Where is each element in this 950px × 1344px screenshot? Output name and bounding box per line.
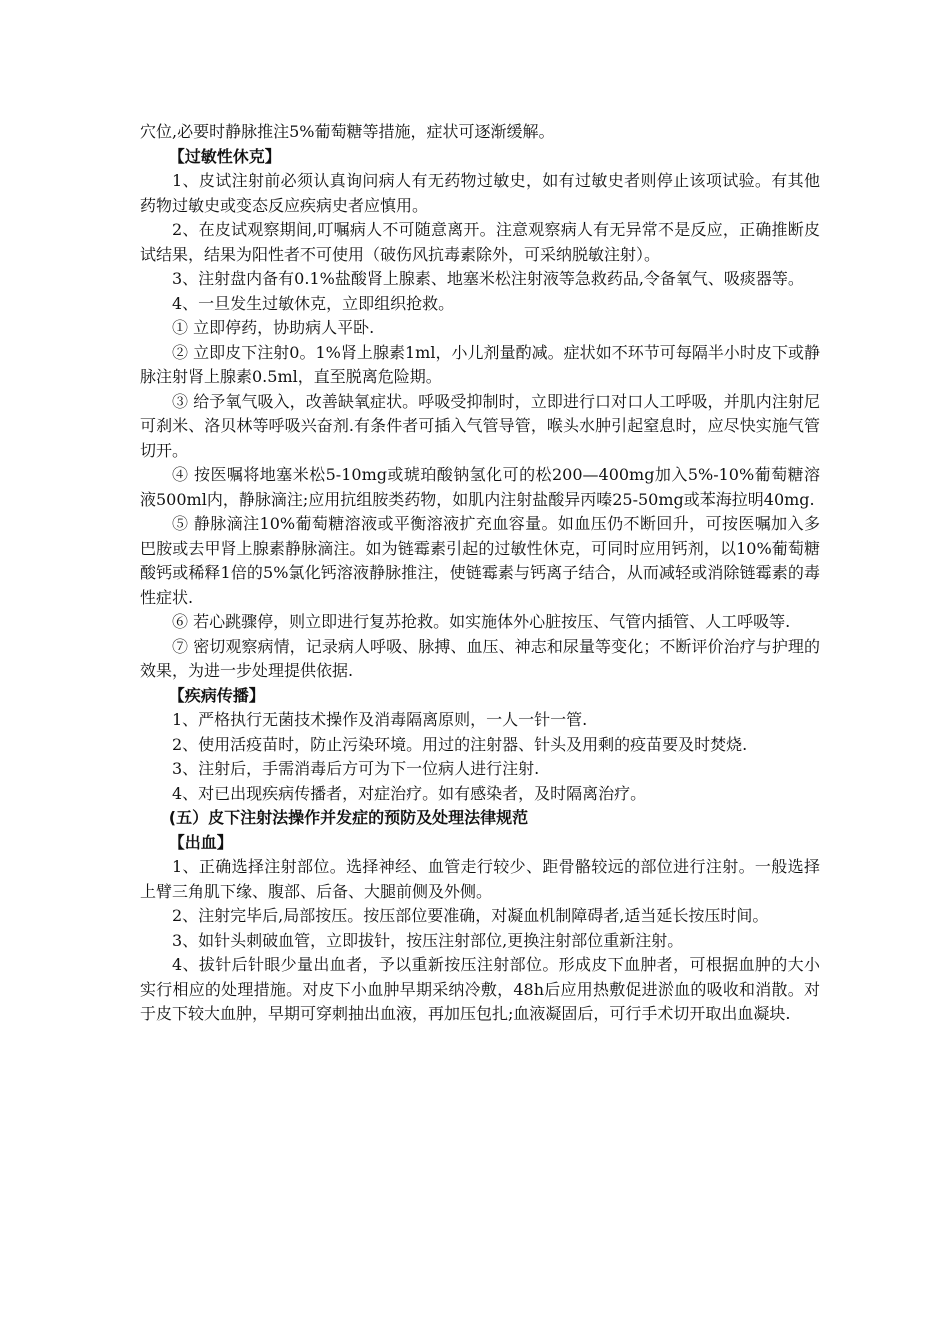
body-paragraph: ④ 按医嘱将地塞米松5-10mg或琥珀酸钠氢化可的松200—400mg加入5%-10%葡萄糖溶液500ml内，静脉滴注;应用抗组胺类药物，如肌内注射盐酸异丙嗪25-50mg或苯海拉明40mg.: [140, 465, 820, 509]
body-paragraph: 4、对已出现疾病传播者，对症治疗。如有感染者，及时隔离治疗。: [172, 783, 647, 803]
body-paragraph: 4、一旦发生过敏休克，立即组织抢救。: [172, 293, 455, 313]
section-heading: 【出血】: [168, 832, 233, 852]
section-heading: (五）皮下注射法操作并发症的预防及处理法律规范: [168, 808, 529, 827]
body-paragraph: 2、在皮试观察期间,叮嘱病人不可随意离开。注意观察病人有无异常不是反应，正确推断皮试结果，结果为阳性者不可使用（破伤风抗毒素除外，可采纳脱敏注射）。: [140, 220, 820, 264]
body-paragraph: ⑥ 若心跳骤停，则立即进行复苏抢救。如实施体外心脏按压、气管内插管、人工呼吸等.: [172, 612, 791, 631]
body-paragraph: 1、正确选择注射部位。选择神经、血管走行较少、距骨骼较远的部位进行注射。一般选择上臂三角肌下缘、腹部、后备、大腿前侧及外侧。: [140, 857, 820, 901]
body-paragraph: 4、拔针后针眼少量出血者，予以重新按压注射部位。形成皮下血肿者，可根据血肿的大小实行相应的处理措施。对皮下小血肿早期采纳冷敷，48h后应用热敷促进淤血的吸收和消散。对于皮下较大血肿，早期可穿刺抽出血液，再加压包扎;血液凝固后，可行手术切开取出血凝块.: [140, 955, 820, 1023]
body-paragraph: 2、注射完毕后,局部按压。按压部位要准确，对凝血机制障碍者,适当延长按压时间。: [172, 906, 769, 925]
body-paragraph: 3、注射后，手需消毒后方可为下一位病人进行注射.: [172, 759, 540, 778]
document-page: [140, 120, 820, 1027]
body-paragraph: ② 立即皮下注射0。1%肾上腺素1ml，小儿剂量酌减。症状如不环节可每隔半小时皮下或静脉注射肾上腺素0.5ml，直至脱离危险期。: [140, 342, 820, 386]
body-paragraph: 2、使用活疫苗时，防止污染环境。用过的注射器、针头及用剩的疫苗要及时焚烧.: [172, 734, 748, 754]
body-paragraph: 穴位,必要时静脉推注5%葡萄糖等措施，症状可逐渐缓解。: [140, 122, 555, 141]
body-paragraph: ⑤ 静脉滴注10%葡萄糖溶液或平衡溶液扩充血容量。如血压仍不断回升，可按医嘱加入多巴胺或去甲肾上腺素静脉滴注。如为链霉素引起的过敏性休克，可同时应用钙剂，以10%葡萄糖酸钙或稀释1倍的5%氯化钙溶液静脉推注，使链霉素与钙离子结合，从而减轻或消除链霉素的毒性症状.: [140, 514, 820, 607]
section-heading: 【疾病传播】: [168, 685, 265, 705]
body-paragraph: 1、严格执行无菌技术操作及消毒隔离原则，一人一针一管.: [172, 710, 588, 729]
body-paragraph: 3、注射盘内备有0.1%盐酸肾上腺素、地塞米松注射液等急救药品,令备氧气、吸痰器等。: [172, 269, 804, 288]
section-heading: 【过敏性休克】: [168, 146, 281, 166]
body-paragraph: ① 立即停药，协助病人平卧.: [172, 318, 375, 337]
body-paragraph: 1、皮试注射前必须认真询问病人有无药物过敏史，如有过敏史者则停止该项试验。有其他药物过敏史或变态反应疾病史者应慎用。: [140, 171, 820, 215]
body-paragraph: ③ 给予氧气吸入，改善缺氧症状。呼吸受抑制时，立即进行口对口人工呼吸，并肌内注射尼可刹米、洛贝林等呼吸兴奋剂.有条件者可插入气管导管，喉头水肿引起窒息时，应尽快实施气管切开。: [140, 391, 820, 460]
body-paragraph: ⑦ 密切观察病情，记录病人呼吸、脉搏、血压、神志和尿量等变化；不断评价治疗与护理的效果，为进一步处理提供依据.: [140, 636, 820, 680]
body-paragraph: 3、如针头刺破血管，立即拔针，按压注射部位,更换注射部位重新注射。: [172, 930, 684, 950]
